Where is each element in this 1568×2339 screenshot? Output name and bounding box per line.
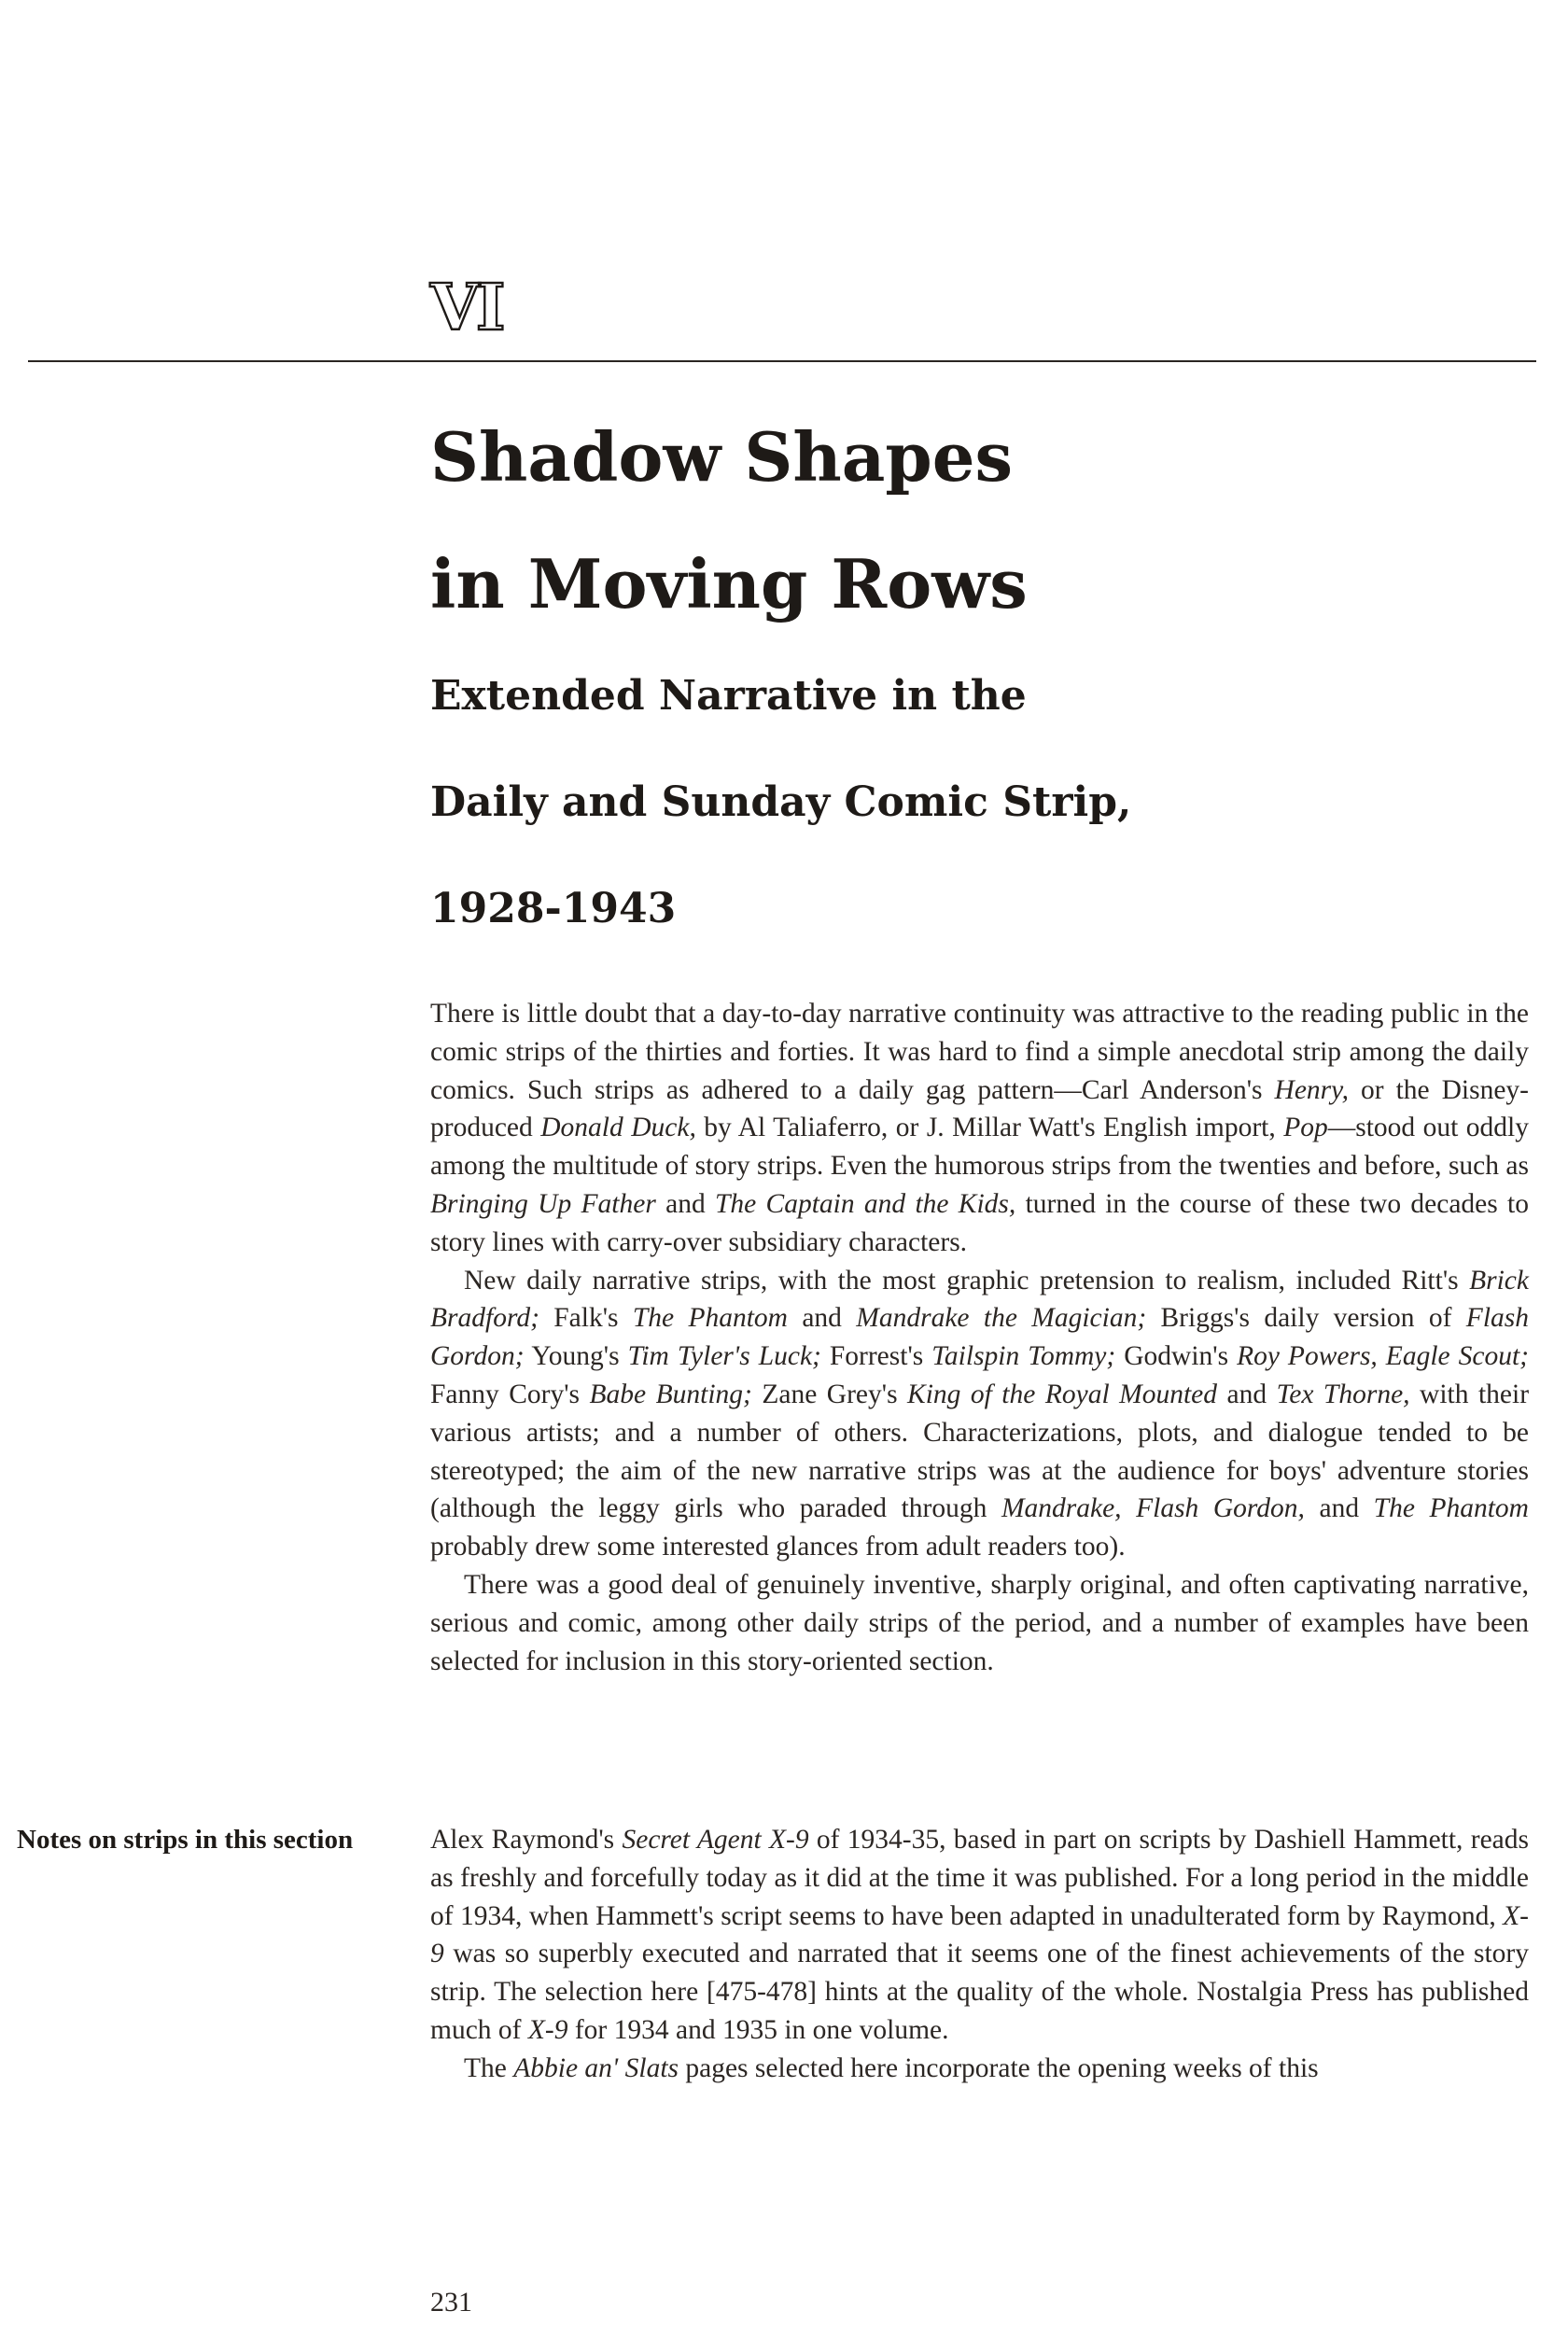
chapter-subtitle-line-2: Daily and Sunday Comic Strip, [430,778,1132,826]
title-donald-duck: Donald Duck, [540,1113,696,1143]
header-rule [28,360,1536,362]
chapter-subtitle-line-1: Extended Narrative in the [430,672,1027,720]
title-captain-and-kids: The Captain and the Kids, [715,1188,1016,1219]
notes-paragraph-2: The Abbie an' Slats pages selected here incorporate the opening weeks of this [464,2052,1319,2083]
intro-text [430,995,1529,1680]
notes-heading: Notes on strips in this section [17,1825,354,1855]
title-pop: Pop [1283,1113,1328,1143]
page-number: 231 [430,2287,472,2318]
notes-paragraph-1: Alex Raymond's Secret Agent X-9 of 1934-35, based in part on scripts by Dashiell Hammett, reads as freshly and forcefully today as it did at the time it was published. For a long period in the middle of 1934, when Hammett's script seems to have been adapted in unadulterated form by Raymond, X-9 was so superbly executed and narrated that it seems one of the finest achievements of the story strip. The selection here [475-478] hints at the quality of the whole. Nostalgia Press has published much of X-9 for 1934 and 1935 in one volume. [430,1825,1529,2045]
intro-paragraph-1: There is little doubt that a day-to-day narrative continuity was attractive to the reading public in the comic strips of the thirties and forties. It was hard to find a simple anecdotal strip among the daily comics. Such strips as adhered to a daily gag pattern—Carl Anderson's Henry, or the Disney-produced Donald Duck, by Al Taliaferro, or J. Millar Watt's English import, Pop—stood out oddly among the multitude of story strips. Even the humorous strips from the twenties and before, such as Bringing Up Father and The Captain and the Kids, turned in the course of these two decades to story lines with carry-over subsidiary characters. [430,999,1530,1257]
chapter-title-line-1: Shadow Shapes [430,417,1014,497]
intro-paragraph-3: There was a good deal of genuinely inventive, sharply original, and often captivating narrative, serious and comic, among other daily strips of the period, and a number of examples have been selected for inclusion in this story-oriented section. [430,1569,1529,1676]
chapter-subtitle-line-3: 1928-1943 [430,885,677,932]
intro-paragraph-2: New daily narrative strips, with the most graphic pretension to realism, included Ritt's Brick Bradford; Falk's The Phantom and Mandrake the Magician; Briggs's daily version of Flash Gordon; Young's Tim Tyler's Luck; Forrest's Tailspin Tommy; Godwin's Roy Powers, Eagle Scout; Fanny Cory's Babe Bunting; Zane Grey's King of the Royal Mounted and Tex Thorne, with their various artists; and a number of others. Characterizations, plots, and dialogue tended to be stereotyped; the aim of the new narrative strips was at the audience for boys' adventure stories (although the leggy girls who paraded through Mandrake, Flash Gordon, and The Phantom probably drew some interested glances from adult readers too). [430,1265,1530,1562]
notes-text [430,1821,1529,2088]
title-abbie-an-slats: Abbie an' Slats [513,2052,679,2083]
title-secret-agent-x9: Secret Agent X-9 [622,1825,809,1855]
chapter-title-line-2: in Moving Rows [430,544,1028,623]
title-henry: Henry, [1274,1074,1349,1105]
chapter-numeral: VI [430,271,502,345]
title-bringing-up-father: Bringing Up Father [430,1188,656,1219]
